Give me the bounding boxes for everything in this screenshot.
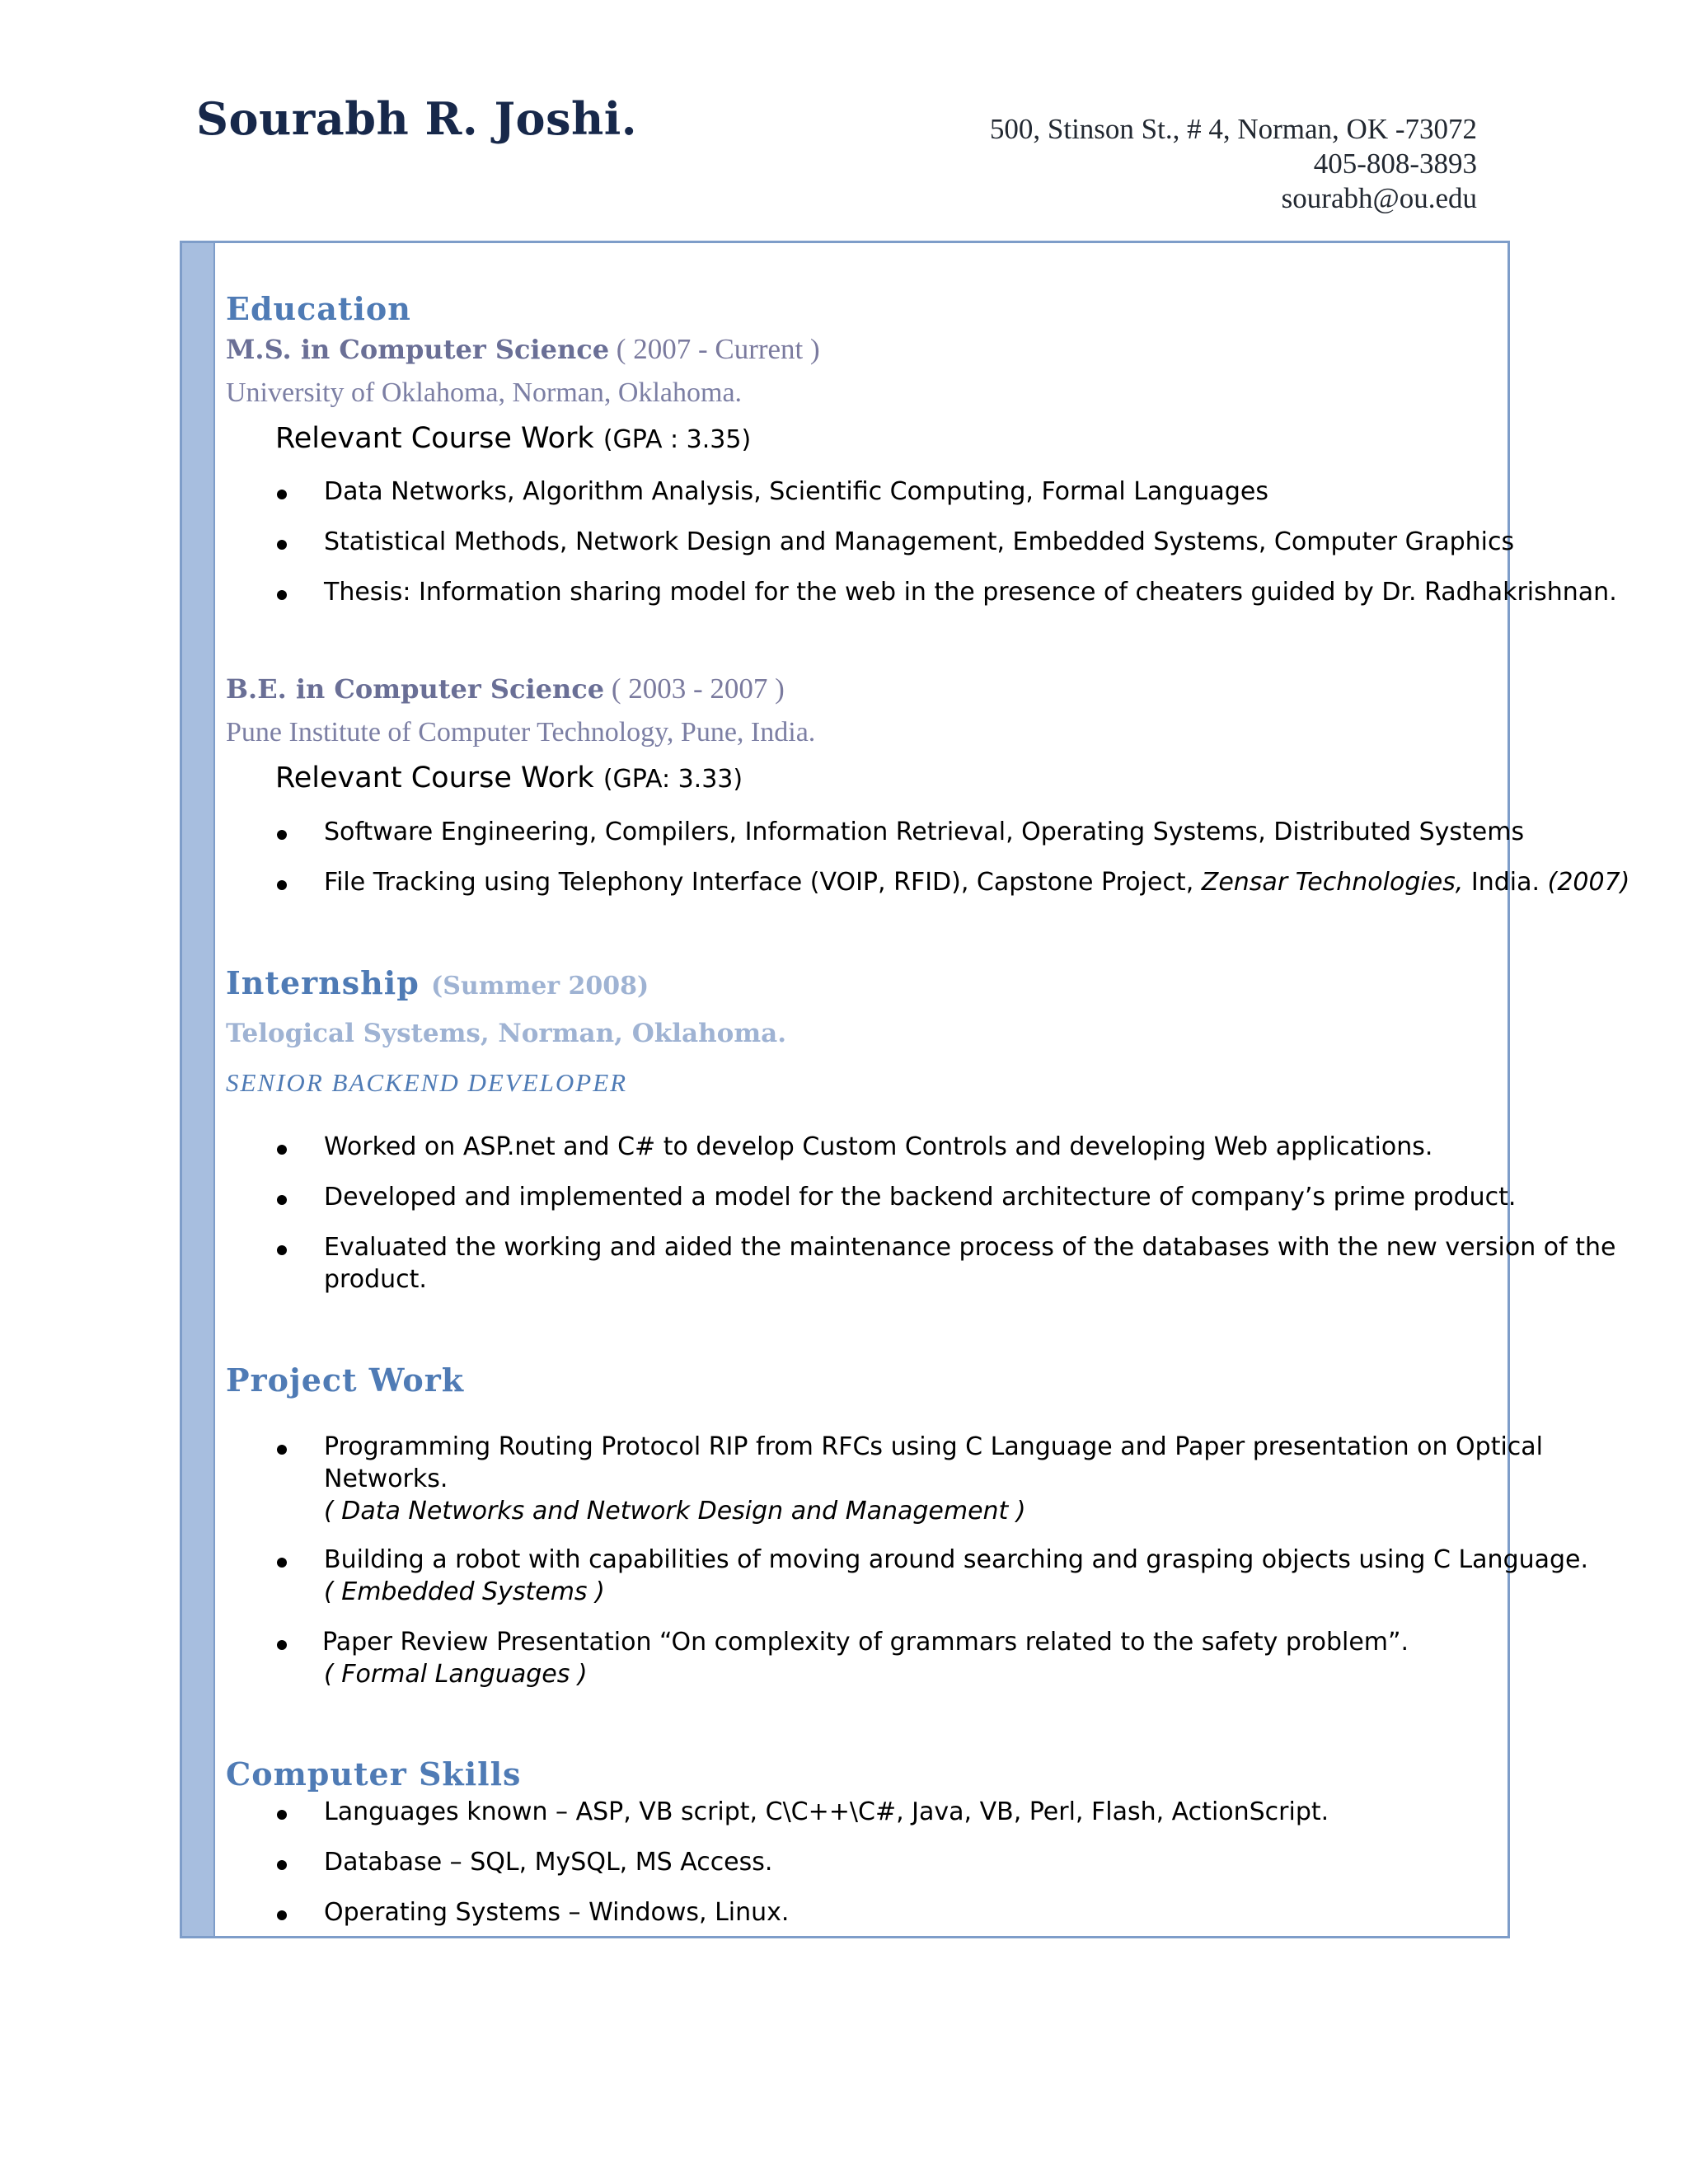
phone: 405-808-3893 [1313,148,1477,180]
bullet-icon [277,1445,287,1455]
be-project-prefix: File Tracking using Telephony Interface (VOIP, RFID), Capstone Project, [324,868,1194,897]
bullet-icon [277,1558,287,1568]
bullet-icon [277,830,287,840]
ms-course-1: Data Networks, Algorithm Analysis, Scientific Computing, Formal Languages [324,477,1268,506]
bullet-icon [277,880,287,890]
bullet-icon [277,590,287,600]
ms-degree: M.S. in Computer Science [226,334,610,365]
bullet-icon [277,1910,287,1920]
be-project-company: Zensar Technologies, [1201,868,1464,897]
be-school: Pune Institute of Computer Technology, Pune, India. [226,717,816,748]
applicant-name: Sourabh R. Joshi. [196,92,638,145]
bullet-icon [277,540,287,550]
email: sourabh@ou.edu [1281,182,1477,214]
project-work-heading: Project Work [226,1361,465,1399]
be-course-1: Software Engineering, Compilers, Information Retrieval, Operating Systems, Distributed Systems [324,818,1525,846]
ms-gpa: (GPA : 3.35) [603,425,752,454]
ms-thesis: Thesis: Information sharing model for the web in the presence of cheaters guided by Dr. Radhakrishnan. [324,578,1617,607]
be-project-location: India. [1470,868,1540,897]
be-gpa: (GPA: 3.33) [603,765,743,794]
project-1-line-1: Programming Routing Protocol RIP from RFCs using C Language and Paper presentation on Optical [324,1432,1544,1461]
ms-dates: ( 2007 - Current ) [616,333,820,365]
be-degree-line [226,673,785,705]
bullet-icon [277,1810,287,1820]
internship-bullet-1: Worked on ASP.net and C# to develop Custom Controls and developing Web applications. [324,1132,1433,1161]
be-dates: ( 2003 - 2007 ) [611,673,785,705]
project-2-course: ( Embedded Systems ) [324,1577,605,1606]
internship-dates: (Summer 2008) [431,972,649,1001]
internship-bullet-3-cont: product. [324,1265,427,1294]
be-project [324,867,1629,898]
skills-database: Database – SQL, MySQL, MS Access. [324,1848,773,1877]
bullet-icon [277,1195,287,1205]
bullet-icon [277,1640,287,1650]
ms-coursework-heading [275,422,751,455]
ms-course-2: Statistical Methods, Network Design and Management, Embedded Systems, Computer Graphics [324,527,1515,556]
project-3-line-1: Paper Review Presentation “On complexity of grammars related to the safety problem”. [322,1628,1409,1657]
internship-heading-line [226,964,649,1001]
project-1-line-2: Networks. [324,1465,448,1493]
project-3-course: ( Formal Languages ) [324,1660,588,1689]
ms-school: University of Oklahoma, Norman, Oklahoma. [226,377,743,408]
ms-degree-line [226,333,820,366]
internship-role: SENIOR BACKEND DEVELOPER [226,1068,628,1097]
be-project-year: (2007) [1547,868,1630,897]
skills-operating-systems: Operating Systems – Windows, Linux. [324,1898,790,1927]
internship-bullet-3: Evaluated the working and aided the maintenance process of the databases with the new version of the [324,1233,1616,1262]
skills-languages: Languages known – ASP, VB script, C\C++\C#, Java, VB, Perl, Flash, ActionScript. [324,1797,1329,1826]
project-2-line-1: Building a robot with capabilities of moving around searching and grasping objects using C Language. [324,1545,1589,1574]
be-coursework-heading [275,762,743,794]
address: 500, Stinson St., # 4, Norman, OK -73072 [989,113,1477,145]
be-coursework-label: Relevant Course Work [275,762,594,794]
project-1-course: ( Data Networks and Network Design and Management ) [324,1497,1026,1526]
education-heading: Education [226,290,411,327]
bullet-icon [277,1860,287,1870]
ms-coursework-label: Relevant Course Work [275,422,594,455]
bullet-icon [277,1145,287,1155]
bullet-icon [277,1245,287,1255]
internship-bullet-2: Developed and implemented a model for the backend architecture of company’s prime product. [324,1183,1517,1212]
bullet-icon [277,490,287,499]
internship-heading: Internship [226,964,420,1001]
internship-company: Telogical Systems, Norman, Oklahoma. [226,1019,787,1048]
computer-skills-heading: Computer Skills [226,1755,522,1793]
be-degree: B.E. in Computer Science [226,673,605,705]
